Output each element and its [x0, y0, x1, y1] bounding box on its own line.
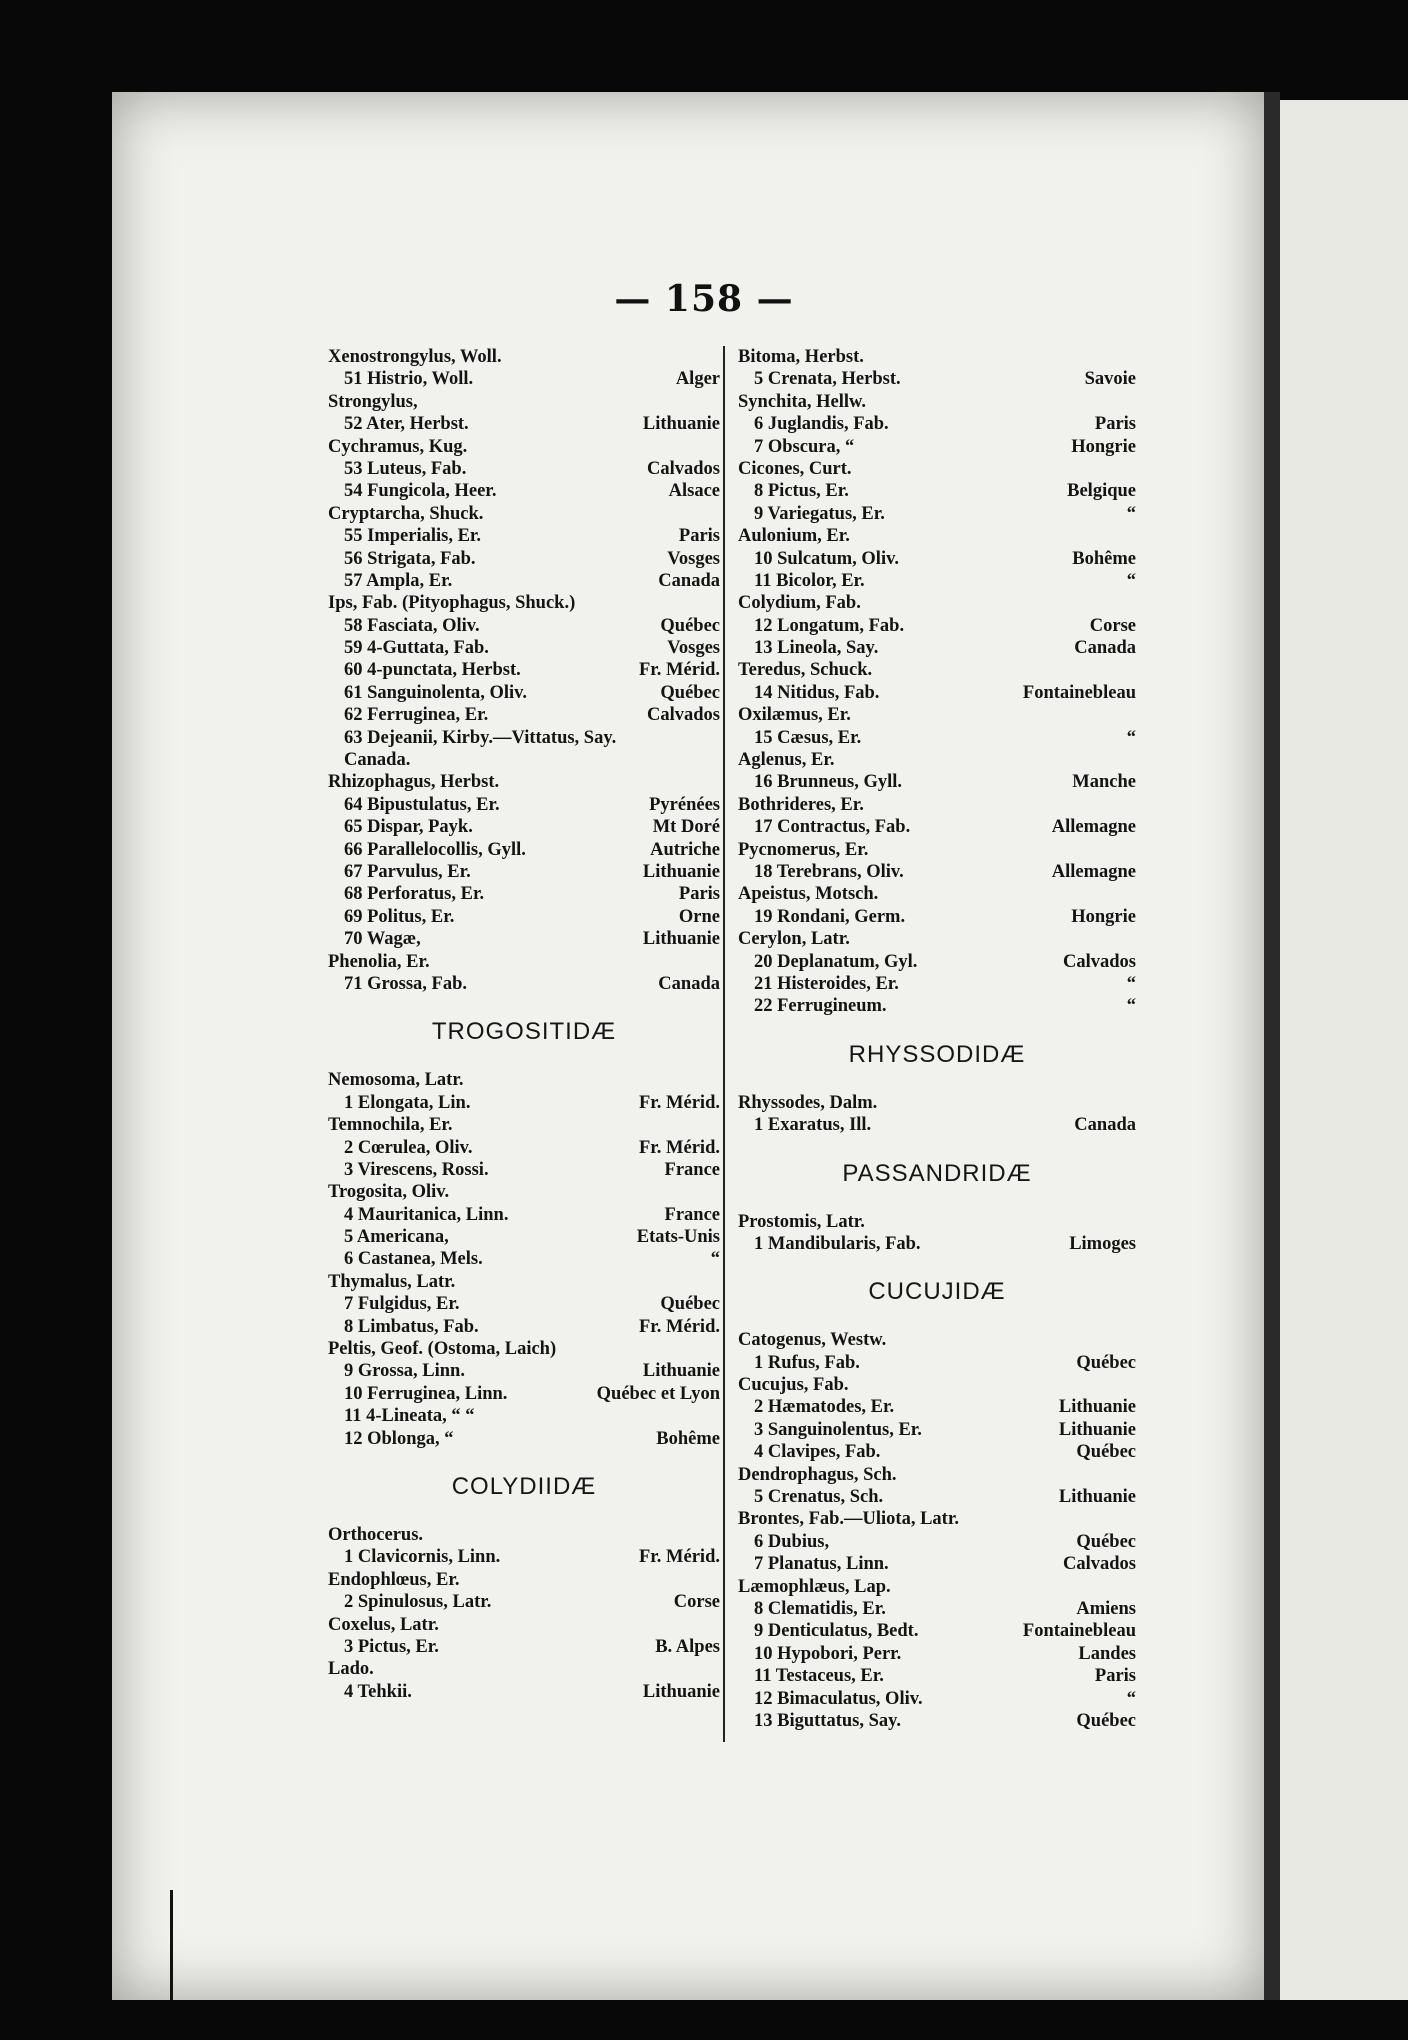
family-heading: TROGOSITIDÆ	[431, 1018, 617, 1046]
species-entry	[328, 928, 720, 950]
entry-locality: Autriche	[650, 839, 720, 860]
entry-locality: Belgique	[1067, 481, 1136, 502]
species-entry	[328, 458, 720, 480]
entry-locality: France	[664, 1159, 720, 1180]
genus-entry	[738, 1374, 1136, 1396]
entry-locality: Fr. Mérid.	[638, 1092, 720, 1113]
entry-locality: Paris	[1094, 1666, 1136, 1687]
entry-locality: Bohême	[1072, 548, 1136, 569]
entry-name: Apeistus, Motsch.	[738, 884, 879, 905]
entry-name: 68 Perforatus, Er.	[344, 884, 485, 905]
entry-locality: Paris	[678, 884, 720, 905]
entry-name: 2 Cœrulea, Oliv.	[344, 1137, 473, 1158]
page-gutter	[1264, 92, 1280, 2000]
entry-name: Phenolia, Er.	[328, 951, 430, 972]
entry-name: 15 Cæsus, Er.	[754, 727, 862, 748]
genus-entry	[738, 592, 1136, 614]
entry-name: Cucujus, Fab.	[738, 1375, 849, 1396]
entry-name: 1 Elongata, Lin.	[344, 1092, 471, 1113]
entry-name: Prostomis, Latr.	[738, 1211, 865, 1232]
species-entry	[328, 704, 720, 726]
entry-locality: Orne	[678, 906, 720, 927]
entry-name: Rhizophagus, Herbst.	[328, 772, 500, 793]
entry-name: Synchita, Hellw.	[738, 391, 866, 412]
entry-name: 67 Parvulus, Er.	[344, 861, 471, 882]
entry-locality: Landes	[1078, 1643, 1136, 1664]
entry-name: 5 Crenata, Herbst.	[754, 369, 901, 390]
entry-name: 20 Deplanatum, Gyl.	[754, 951, 918, 972]
entry-locality: Lithuanie	[1058, 1487, 1136, 1508]
entry-name: 6 Dubius,	[754, 1531, 830, 1552]
genus-entry	[328, 1069, 720, 1091]
species-entry	[328, 1383, 720, 1405]
entry-locality: Fr. Mérid.	[638, 1547, 720, 1568]
species-entry	[738, 548, 1136, 570]
entry-name: Dendrophagus, Sch.	[738, 1464, 897, 1485]
entry-name: Teredus, Schuck.	[738, 660, 873, 681]
entry-name: 3 Sanguinolentus, Er.	[754, 1419, 922, 1440]
entry-locality: “	[1126, 1688, 1136, 1709]
entry-name: Oxilæmus, Er.	[738, 705, 851, 726]
entry-name: Aulonium, Er.	[738, 526, 850, 547]
genus-entry	[738, 1329, 1136, 1351]
entry-locality: Calvados	[1063, 1554, 1136, 1575]
entry-locality: “	[1126, 727, 1136, 748]
species-entry	[738, 1643, 1136, 1665]
genus-entry	[328, 391, 720, 413]
entry-name: Coxelus, Latr.	[328, 1614, 439, 1635]
entry-locality: Fontainebleau	[1022, 1621, 1136, 1642]
genus-entry	[328, 1569, 720, 1591]
entry-name: Læmophlæus, Lap.	[738, 1576, 891, 1597]
entry-name: Bothrideres, Er.	[738, 794, 864, 815]
entry-locality: Québec et Lyon	[596, 1383, 720, 1404]
entry-name: 11 4-Lineata, “ “	[344, 1406, 475, 1427]
entry-name: 7 Fulgidus, Er.	[344, 1294, 460, 1315]
entry-name: Brontes, Fab.—Uliota, Latr.	[738, 1509, 959, 1530]
entry-locality: “	[710, 1249, 720, 1270]
species-entry	[328, 1204, 720, 1226]
entry-name: 5 Crenatus, Sch.	[754, 1487, 884, 1508]
entry-name: Cryptarcha, Shuck.	[328, 503, 484, 524]
entry-locality: Calvados	[647, 458, 720, 479]
entry-locality: Québec	[660, 1294, 720, 1315]
species-entry	[738, 1419, 1136, 1441]
species-entry	[328, 839, 720, 861]
entry-name: 8 Limbatus, Fab.	[344, 1316, 479, 1337]
entry-name: 55 Imperialis, Er.	[344, 526, 482, 547]
species-entry	[738, 951, 1136, 973]
entry-name: 53 Luteus, Fab.	[344, 458, 467, 479]
entry-name: Temnochila, Er.	[328, 1115, 453, 1136]
entry-name: 69 Politus, Er.	[344, 906, 455, 927]
entry-name: 6 Juglandis, Fab.	[754, 414, 889, 435]
genus-entry	[328, 436, 720, 458]
entry-name: 62 Ferruginea, Er.	[344, 705, 489, 726]
entry-name: 51 Histrio, Woll.	[344, 369, 474, 390]
entry-name: 4 Mauritanica, Linn.	[344, 1204, 509, 1225]
entry-locality: Savoie	[1084, 369, 1136, 390]
species-entry	[328, 1591, 720, 1613]
entry-locality: Québec	[1076, 1442, 1136, 1463]
species-entry	[328, 1428, 720, 1450]
species-entry	[328, 682, 720, 704]
species-entry	[738, 1486, 1136, 1508]
entry-locality: Paris	[1094, 414, 1136, 435]
genus-entry	[738, 1092, 1136, 1114]
species-entry	[328, 1360, 720, 1382]
genus-entry	[738, 346, 1136, 368]
entry-locality: Québec	[660, 682, 720, 703]
entry-name: Cerylon, Latr.	[738, 929, 850, 950]
entry-name: 57 Ampla, Er.	[344, 570, 453, 591]
entry-locality: Canada	[1074, 638, 1136, 659]
entry-locality: Fr. Mérid.	[638, 660, 720, 681]
genus-entry	[328, 1114, 720, 1136]
entry-locality: Hongrie	[1071, 436, 1136, 457]
family-heading: PASSANDRIDÆ	[842, 1159, 1032, 1187]
genus-entry	[738, 659, 1136, 681]
entry-name: 66 Parallelocollis, Gyll.	[344, 839, 526, 860]
right-column	[738, 346, 1136, 1732]
entry-name: 10 Sulcatum, Oliv.	[754, 548, 899, 569]
species-entry	[738, 1396, 1136, 1418]
entry-locality: Lithuanie	[642, 1681, 720, 1702]
entry-name: 60 4-punctata, Herbst.	[344, 660, 521, 681]
entry-name: Peltis, Geof. (Ostoma, Laich)	[328, 1339, 557, 1360]
entry-locality: Pyrénées	[649, 794, 720, 815]
entry-name: 17 Contractus, Fab.	[754, 817, 911, 838]
genus-entry	[738, 704, 1136, 726]
species-entry	[738, 615, 1136, 637]
species-entry	[328, 1226, 720, 1248]
entry-name: 61 Sanguinolenta, Oliv.	[344, 682, 527, 703]
column-divider	[723, 346, 725, 1742]
entry-name: 63 Dejeanii, Kirby.—Vittatus, Say.	[344, 727, 617, 748]
entry-locality: Québec	[1076, 1352, 1136, 1373]
species-entry	[328, 615, 720, 637]
family-heading: COLYDIIDÆ	[451, 1472, 597, 1500]
entry-name: 18 Terebrans, Oliv.	[754, 861, 904, 882]
species-entry	[328, 973, 720, 995]
family-heading: RHYSSODIDÆ	[848, 1040, 1026, 1068]
entry-name: Bitoma, Herbst.	[738, 347, 864, 367]
species-entry	[328, 1636, 720, 1658]
species-entry	[738, 682, 1136, 704]
species-entry	[328, 1681, 720, 1703]
species-entry	[738, 503, 1136, 525]
entry-name: 8 Clematidis, Er.	[754, 1598, 886, 1619]
genus-entry	[328, 1338, 720, 1360]
entry-name: 56 Strigata, Fab.	[344, 548, 476, 569]
species-entry	[328, 1092, 720, 1114]
species-entry	[328, 816, 720, 838]
entry-locality: Allemagne	[1051, 861, 1136, 882]
species-entry	[328, 1159, 720, 1181]
species-entry	[738, 1598, 1136, 1620]
entry-name: 1 Mandibularis, Fab.	[754, 1233, 921, 1254]
species-entry	[738, 995, 1136, 1017]
entry-locality: Alger	[675, 369, 720, 390]
species-entry	[328, 906, 720, 928]
entry-name: 6 Castanea, Mels.	[344, 1249, 483, 1270]
entry-locality: Lithuanie	[642, 929, 720, 950]
entry-name: 4 Clavipes, Fab.	[754, 1442, 881, 1463]
entry-locality: Corse	[1089, 615, 1136, 636]
entry-locality: Fr. Mérid.	[638, 1137, 720, 1158]
species-entry	[738, 906, 1136, 928]
entry-name: 3 Virescens, Rossi.	[344, 1159, 489, 1180]
entry-name: Xenostrongylus, Woll.	[328, 347, 502, 367]
entry-name: 10 Ferruginea, Linn.	[344, 1383, 508, 1404]
entry-name: 22 Ferrugineum.	[754, 996, 887, 1017]
entry-locality: Manche	[1072, 772, 1136, 793]
species-entry	[738, 637, 1136, 659]
entry-locality: Hongrie	[1071, 906, 1136, 927]
entry-name: 8 Pictus, Er.	[754, 481, 849, 502]
genus-entry	[738, 1211, 1136, 1233]
entry-name: 2 Spinulosus, Latr.	[344, 1592, 492, 1613]
species-entry	[738, 1665, 1136, 1687]
genus-entry	[738, 883, 1136, 905]
entry-locality: Fr. Mérid.	[638, 1316, 720, 1337]
entry-locality: Vosges	[667, 638, 720, 659]
genus-entry	[328, 1271, 720, 1293]
entry-locality: Calvados	[647, 705, 720, 726]
entry-name: Nemosoma, Latr.	[328, 1070, 464, 1091]
genus-entry	[738, 928, 1136, 950]
entry-name: 65 Dispar, Payk.	[344, 817, 473, 838]
entry-locality: Mt Doré	[652, 817, 720, 838]
entry-locality: Lithuanie	[1058, 1419, 1136, 1440]
species-entry	[328, 548, 720, 570]
entry-locality: Lithuanie	[642, 861, 720, 882]
species-entry	[738, 727, 1136, 749]
entry-locality: “	[1126, 996, 1136, 1017]
entry-locality: “	[1126, 503, 1136, 524]
species-entry	[328, 861, 720, 883]
left-column	[328, 346, 720, 1703]
entry-locality: Canada	[658, 570, 720, 591]
species-entry	[328, 1316, 720, 1338]
entry-locality: Alsace	[668, 481, 720, 502]
entry-name: 16 Brunneus, Gyll.	[754, 772, 903, 793]
page-number: — 158 —	[614, 278, 794, 320]
entry-name: 21 Histeroides, Er.	[754, 973, 899, 994]
entry-locality: Corse	[673, 1592, 720, 1613]
species-entry	[328, 1546, 720, 1568]
species-entry	[738, 1441, 1136, 1463]
genus-entry	[328, 1658, 720, 1680]
entry-name: 1 Clavicornis, Linn.	[344, 1547, 501, 1568]
genus-entry	[738, 839, 1136, 861]
margin-mark	[170, 1890, 173, 2000]
species-entry	[738, 1233, 1136, 1255]
entry-name: 11 Testaceus, Er.	[754, 1666, 884, 1687]
entry-name: Lado.	[328, 1659, 374, 1680]
genus-entry	[328, 1614, 720, 1636]
species-entry	[738, 480, 1136, 502]
entry-locality: Lithuanie	[642, 1361, 720, 1382]
entry-locality: Etats-Unis	[636, 1227, 720, 1248]
entry-name: Colydium, Fab.	[738, 593, 861, 614]
species-entry	[738, 1688, 1136, 1710]
species-entry	[328, 413, 720, 435]
entry-name: Cychramus, Kug.	[328, 436, 468, 457]
species-entry	[328, 1293, 720, 1315]
genus-entry	[738, 1576, 1136, 1598]
entry-name: 14 Nitidus, Fab.	[754, 682, 880, 703]
entry-name: 9 Denticulatus, Bedt.	[754, 1621, 919, 1642]
entry-name: Pycnomerus, Er.	[738, 839, 869, 860]
entry-locality: “	[1126, 973, 1136, 994]
entry-name: 1 Rufus, Fab.	[754, 1352, 860, 1373]
entry-name: 7 Planatus, Linn.	[754, 1554, 889, 1575]
entry-locality: Limoges	[1069, 1233, 1136, 1254]
genus-entry	[328, 951, 720, 973]
family-heading: CUCUJIDÆ	[868, 1278, 1006, 1306]
entry-locality: Québec	[1076, 1710, 1136, 1731]
genus-entry	[738, 794, 1136, 816]
entry-name: Catogenus, Westw.	[738, 1330, 887, 1351]
genus-entry	[738, 1508, 1136, 1530]
species-entry	[738, 1710, 1136, 1732]
entry-locality: Amiens	[1076, 1598, 1136, 1619]
species-entry	[328, 794, 720, 816]
species-entry	[328, 480, 720, 502]
species-entry	[328, 368, 720, 390]
entry-name: 59 4-Guttata, Fab.	[344, 638, 489, 659]
entry-locality: Lithuanie	[1058, 1397, 1136, 1418]
entry-locality: Calvados	[1063, 951, 1136, 972]
species-entry	[738, 1352, 1136, 1374]
entry-name: 9 Grossa, Linn.	[344, 1361, 465, 1382]
species-entry	[738, 861, 1136, 883]
species-entry	[328, 637, 720, 659]
species-entry	[328, 525, 720, 547]
entry-locality: B. Alpes	[655, 1636, 720, 1657]
genus-entry	[738, 458, 1136, 480]
entry-name: 13 Biguttatus, Say.	[754, 1710, 902, 1731]
entry-locality: “	[1126, 570, 1136, 591]
species-entry	[738, 436, 1136, 458]
entry-name: 2 Hæmatodes, Er.	[754, 1397, 895, 1418]
species-entry	[328, 570, 720, 592]
entry-locality: France	[664, 1204, 720, 1225]
genus-entry	[738, 391, 1136, 413]
genus-entry	[738, 749, 1136, 771]
entry-name: 70 Wagæ,	[344, 929, 421, 950]
entry-locality: Vosges	[667, 548, 720, 569]
entry-name: 19 Rondani, Germ.	[754, 906, 906, 927]
entry-name: 11 Bicolor, Er.	[754, 570, 865, 591]
entry-name: Ips, Fab. (Pityophagus, Shuck.)	[328, 593, 576, 614]
entry-locality: Fontainebleau	[1022, 682, 1136, 703]
genus-entry	[738, 525, 1136, 547]
species-entry	[328, 1137, 720, 1159]
species-entry	[738, 570, 1136, 592]
entry-name: 9 Variegatus, Er.	[754, 503, 885, 524]
entry-locality: Bohême	[656, 1428, 720, 1449]
entry-name: 64 Bipustulatus, Er.	[344, 794, 500, 815]
entry-locality: Canada	[1074, 1115, 1136, 1136]
species-entry	[738, 1553, 1136, 1575]
species-entry	[738, 973, 1136, 995]
genus-entry	[328, 346, 720, 368]
entry-name: 58 Fasciata, Oliv.	[344, 615, 480, 636]
species-entry	[328, 659, 720, 681]
entry-locality: Paris	[678, 526, 720, 547]
entry-name: 4 Tehkii.	[344, 1681, 412, 1702]
genus-entry	[738, 1464, 1136, 1486]
species-entry	[328, 1405, 720, 1427]
entry-locality: Allemagne	[1051, 817, 1136, 838]
facing-page-edge	[1280, 100, 1408, 2000]
entry-name: 10 Hypobori, Perr.	[754, 1643, 902, 1664]
entry-name: Trogosita, Oliv.	[328, 1182, 450, 1203]
entry-name: 52 Ater, Herbst.	[344, 414, 469, 435]
entry-name: Strongylus,	[328, 391, 418, 412]
genus-entry	[328, 1181, 720, 1203]
genus-entry	[328, 771, 720, 793]
species-entry	[328, 1248, 720, 1270]
entry-name: 12 Oblonga, “	[344, 1428, 454, 1449]
entry-locality: Canada	[658, 973, 720, 994]
entry-name: Aglenus, Er.	[738, 750, 835, 771]
entry-name: 3 Pictus, Er.	[344, 1636, 439, 1657]
entry-name: 13 Lineola, Say.	[754, 638, 879, 659]
entry-name: 5 Americana,	[344, 1227, 449, 1248]
genus-entry	[328, 503, 720, 525]
entry-name: 7 Obscura, “	[754, 436, 855, 457]
species-entry	[738, 771, 1136, 793]
species-entry	[328, 883, 720, 905]
entry-name: Rhyssodes, Dalm.	[738, 1092, 878, 1113]
species-entry	[738, 368, 1136, 390]
entry-name: 71 Grossa, Fab.	[344, 973, 468, 994]
entry-name: 54 Fungicola, Heer.	[344, 481, 497, 502]
genus-entry	[328, 592, 720, 614]
species-entry	[738, 1531, 1136, 1553]
species-entry	[738, 816, 1136, 838]
entry-name: Orthocerus.	[328, 1524, 424, 1545]
entry-locality: Québec	[660, 615, 720, 636]
species-entry	[328, 727, 720, 749]
entry-name: Cicones, Curt.	[738, 458, 852, 479]
genus-entry	[328, 1524, 720, 1546]
entry-locality: Lithuanie	[642, 414, 720, 435]
entry-name: Endophlœus, Er.	[328, 1569, 460, 1590]
entry-name: 12 Longatum, Fab.	[754, 615, 905, 636]
species-entry	[738, 1620, 1136, 1642]
entry-name: 1 Exaratus, Ill.	[754, 1115, 872, 1136]
species-entry	[738, 413, 1136, 435]
entry-name: 12 Bimaculatus, Oliv.	[754, 1688, 923, 1709]
species-entry	[738, 1114, 1136, 1136]
entry-name: Canada.	[344, 750, 411, 771]
entry-name: Thymalus, Latr.	[328, 1271, 456, 1292]
species-entry	[328, 749, 720, 771]
entry-locality: Québec	[1076, 1531, 1136, 1552]
